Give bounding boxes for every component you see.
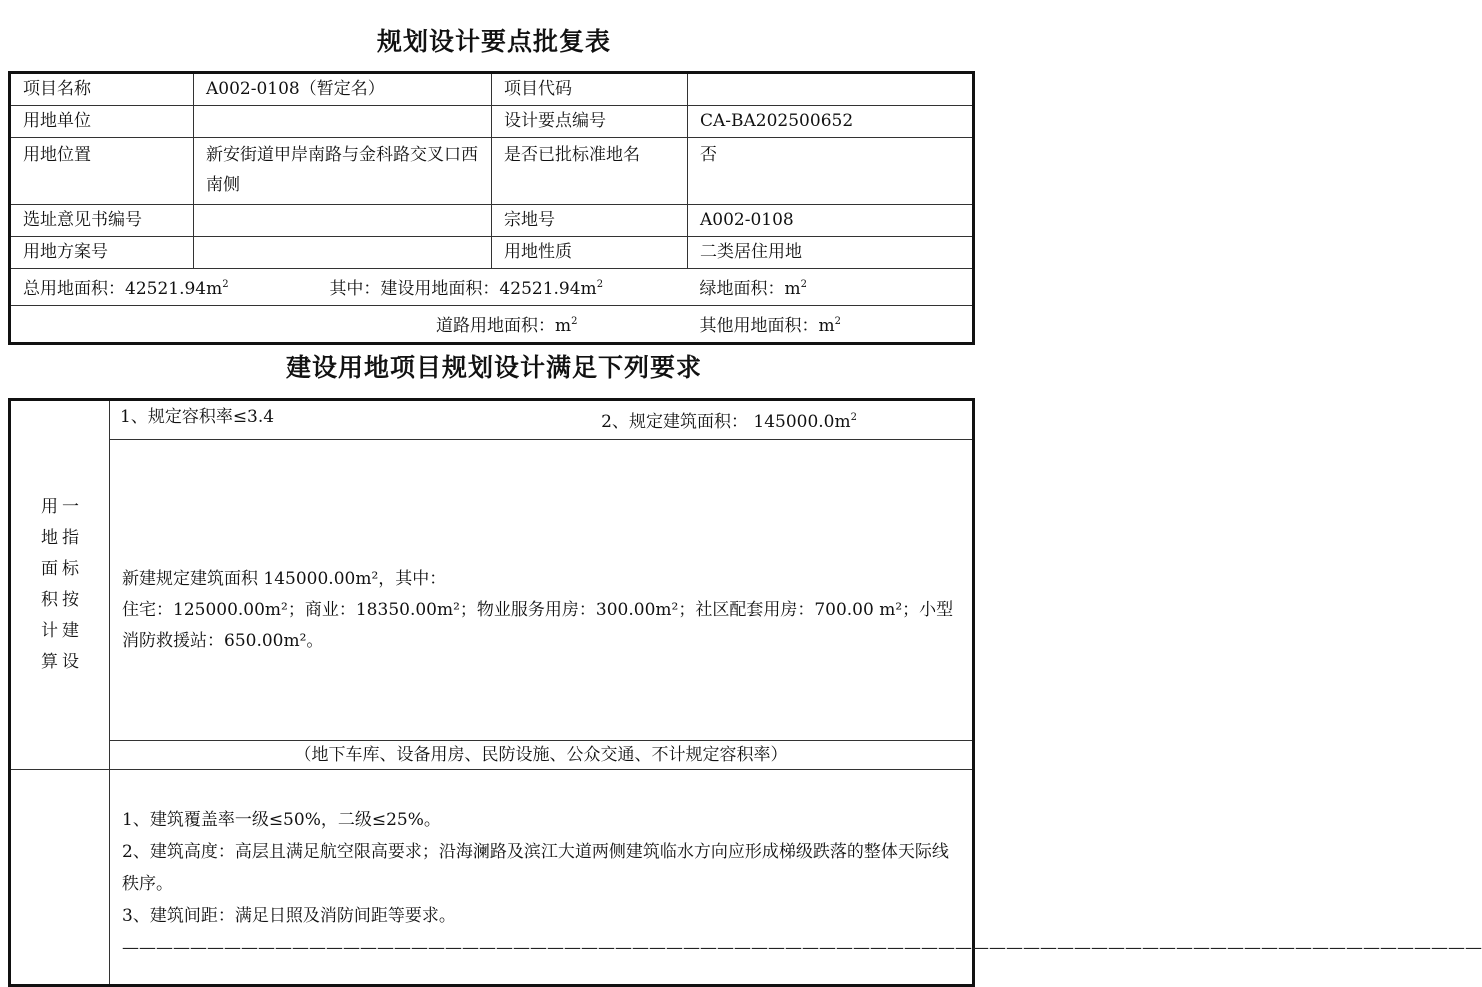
table-row	[10, 770, 974, 986]
other-area: 其他用地面积：m	[699, 316, 835, 336]
side-char: 计	[41, 621, 58, 641]
gfa-text: 2、规定建筑面积： 145000.0m	[601, 412, 851, 432]
land-use-value: 二类居住用地	[688, 237, 974, 269]
area-total-line: 新建规定建筑面积 145000.00m²，其中：	[122, 569, 447, 589]
side-char: 用	[41, 497, 58, 517]
superscript: 2	[571, 316, 578, 327]
parcel-no-value: A002-0108	[688, 205, 974, 237]
exclusion-note: （地下车库、设备用房、民防设施、公众交通、不计规定容积率）	[110, 741, 974, 770]
far-text: 1、规定容积率≤3.4	[120, 407, 275, 427]
side-char: 算	[41, 652, 58, 672]
total-area: 总用地面积：42521.94m	[23, 279, 223, 299]
project-code-value	[688, 73, 974, 106]
table-row	[10, 400, 974, 440]
location-label: 用地位置	[10, 138, 194, 205]
side-char: 地	[41, 528, 58, 548]
plan-no-value	[194, 237, 492, 269]
gfa-cell	[601, 401, 962, 439]
side-label-col	[41, 492, 58, 678]
table-row	[10, 205, 974, 237]
superscript: 2	[850, 412, 857, 423]
design-no-value: CA-BA202500652	[688, 106, 974, 138]
side-char: 按	[62, 590, 79, 610]
side-char: 一	[62, 497, 79, 517]
table-row	[10, 269, 974, 306]
table-row	[10, 306, 974, 344]
table-row	[10, 106, 974, 138]
construction-area: 其中：建设用地面积：42521.94m	[329, 279, 597, 299]
area-breakdown-cell	[110, 440, 974, 741]
spacing-line: 3、建筑间距：满足日照及消防间距等要求。	[122, 906, 456, 926]
plan-no-label: 用地方案号	[10, 237, 194, 269]
table-row	[10, 237, 974, 269]
side-label-col	[62, 492, 79, 678]
area-detail-line: 住宅：125000.00m²；商业：18350.00m²；物业服务用房：300.00m²；社区配套用房：700.00 m²；小型消防救援站：650.00m²。	[122, 600, 954, 651]
design-no-label: 设计要点编号	[492, 106, 688, 138]
table-row	[10, 73, 974, 106]
total-area-cell	[10, 269, 604, 306]
land-unit-value	[194, 106, 492, 138]
height-line: 2、建筑高度：高层且满足航空限高要求；沿海澜路及滨江大道两侧建筑临水方向应形成梯级跌落的整体天际线秩序。	[122, 842, 949, 894]
table-row	[10, 138, 974, 205]
table-row	[10, 741, 974, 770]
superscript: 2	[222, 279, 229, 290]
side-char: 指	[62, 528, 79, 548]
site-opinion-label: 选址意见书编号	[10, 205, 194, 237]
side-char: 标	[62, 559, 79, 579]
site-opinion-value	[194, 205, 492, 237]
land-use-label: 用地性质	[492, 237, 688, 269]
side-label	[10, 400, 110, 770]
page-title: 规划设计要点批复表	[376, 27, 611, 56]
road-area: 道路用地面积：m	[436, 316, 572, 336]
superscript: 2	[596, 279, 604, 290]
side-char: 面	[41, 559, 58, 579]
coverage-line: 1、建筑覆盖率一级≤50%，二级≤25%。	[122, 810, 441, 830]
far-row	[110, 400, 974, 440]
project-code-label: 项目代码	[492, 73, 688, 106]
info-table	[8, 71, 975, 345]
green-area: 绿地面积：m	[699, 279, 801, 299]
approved-name-label: 是否已批标准地名	[492, 138, 688, 205]
requirements-table	[8, 398, 1482, 987]
road-area-cell	[10, 306, 688, 344]
approved-name-value: 否	[688, 138, 974, 205]
project-name-label: 项目名称	[10, 73, 194, 106]
parcel-no-label: 宗地号	[492, 205, 688, 237]
project-name-value: A002-0108（暂定名）	[194, 73, 492, 106]
other-area-cell	[688, 306, 974, 344]
superscript: 2	[834, 316, 841, 327]
green-area-cell	[688, 269, 974, 306]
dash-line: ————————————————————————————————————————————————————————————————————————————————	[122, 938, 1482, 958]
land-unit-label: 用地单位	[10, 106, 194, 138]
side-char: 建	[62, 621, 79, 641]
building-requirements-cell	[110, 770, 1482, 986]
table-row	[10, 440, 974, 741]
side-char: 积	[41, 590, 58, 610]
section-title: 建设用地项目规划设计满足下列要求	[285, 353, 702, 382]
side-char: 设	[62, 652, 79, 672]
superscript: 2	[800, 279, 807, 290]
location-value: 新安街道甲岸南路与金科路交叉口西南侧	[194, 138, 492, 205]
